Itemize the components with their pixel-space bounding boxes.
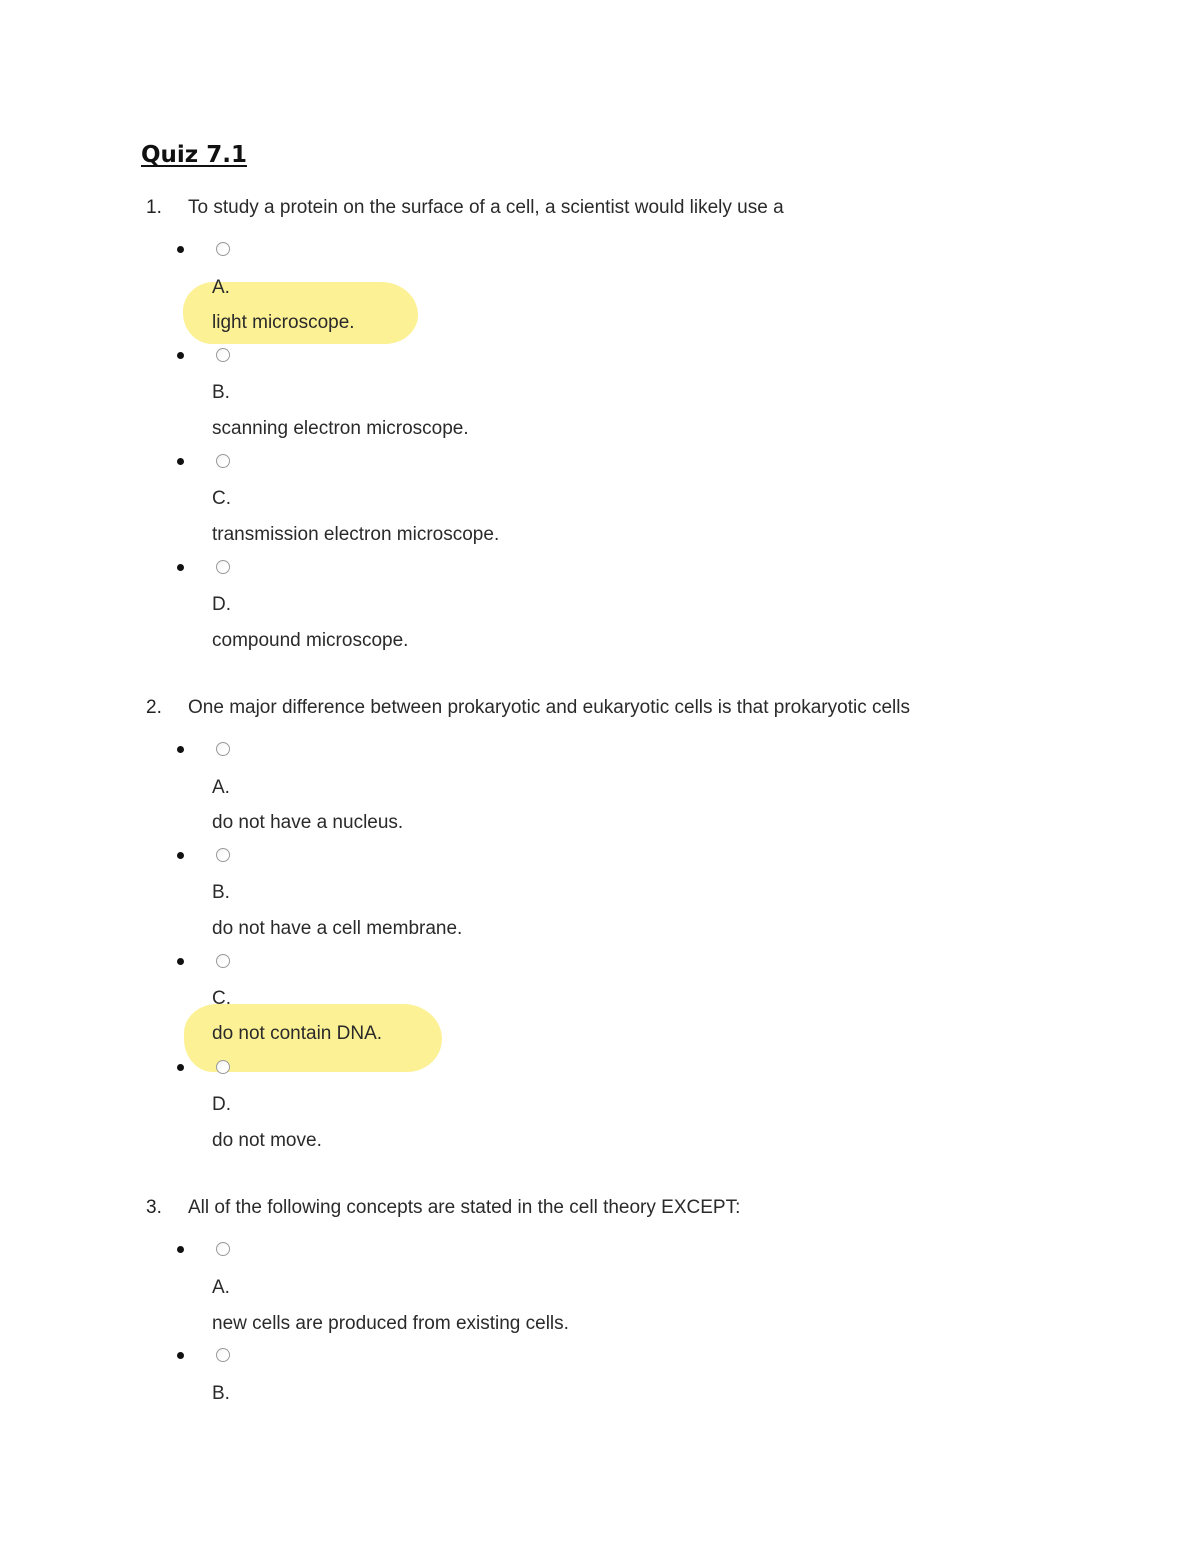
option-text: do not have a cell membrane. [212, 918, 463, 939]
option-text: light microscope. [212, 312, 355, 333]
radio-button[interactable] [216, 954, 230, 968]
bullet-icon [177, 458, 184, 465]
question-number: 2. [146, 697, 162, 718]
question-text: All of the following concepts are stated in the cell theory EXCEPT: [188, 1197, 741, 1218]
radio-button[interactable] [216, 848, 230, 862]
bullet-icon [177, 852, 184, 859]
question-number: 1. [146, 197, 162, 218]
option-text: do not move. [212, 1130, 322, 1151]
option-letter: B. [212, 1383, 230, 1404]
radio-button[interactable] [216, 1242, 230, 1256]
option-letter: C. [212, 988, 231, 1009]
radio-button[interactable] [216, 1060, 230, 1074]
option-letter: A. [212, 1277, 230, 1298]
question-number: 3. [146, 1197, 162, 1218]
option-text: compound microscope. [212, 630, 409, 651]
bullet-icon [177, 246, 184, 253]
radio-button[interactable] [216, 348, 230, 362]
option-text: scanning electron microscope. [212, 418, 469, 439]
option-letter: A. [212, 777, 230, 798]
option-text: do not contain DNA. [212, 1023, 383, 1044]
option-letter: D. [212, 594, 231, 615]
page-title: Quiz 7.1 [141, 142, 247, 168]
option-letter: B. [212, 382, 230, 403]
option-letter: A. [212, 277, 230, 298]
radio-button[interactable] [216, 1348, 230, 1362]
option-letter: D. [212, 1094, 231, 1115]
radio-button[interactable] [216, 454, 230, 468]
option-text: transmission electron microscope. [212, 524, 500, 545]
question-text: To study a protein on the surface of a cell, a scientist would likely use a [188, 197, 784, 218]
option-text: do not have a nucleus. [212, 812, 404, 833]
radio-button[interactable] [216, 560, 230, 574]
bullet-icon [177, 352, 184, 359]
radio-button[interactable] [216, 242, 230, 256]
option-text: new cells are produced from existing cells. [212, 1313, 569, 1334]
bullet-icon [177, 1064, 184, 1071]
bullet-icon [177, 1246, 184, 1253]
bullet-icon [177, 564, 184, 571]
bullet-icon [177, 1352, 184, 1359]
option-letter: B. [212, 882, 230, 903]
option-letter: C. [212, 488, 231, 509]
bullet-icon [177, 746, 184, 753]
radio-button[interactable] [216, 742, 230, 756]
question-text: One major difference between prokaryotic and eukaryotic cells is that prokaryotic cells [188, 697, 910, 718]
bullet-icon [177, 958, 184, 965]
